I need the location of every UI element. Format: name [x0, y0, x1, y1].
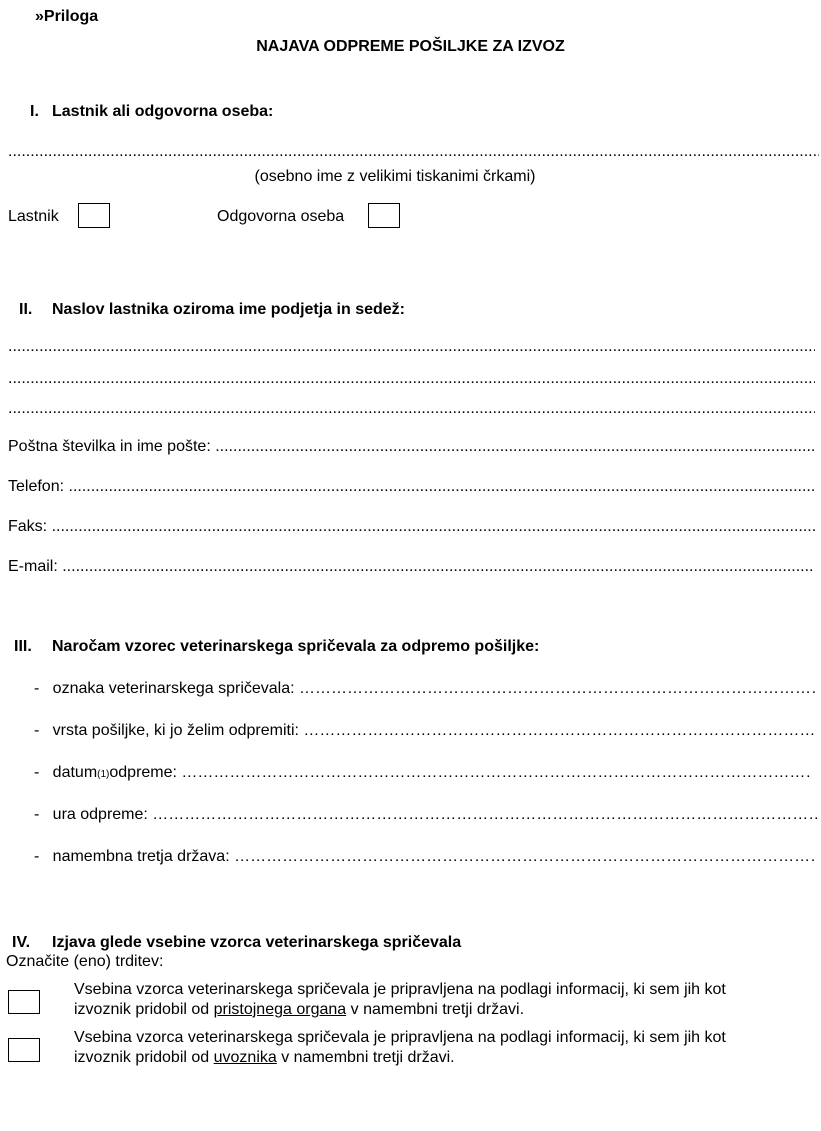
postal-field[interactable] — [8, 438, 815, 456]
annex-label: »Priloga — [35, 8, 99, 25]
consignment-type-field[interactable] — [34, 722, 815, 740]
section4-number: IV. — [12, 934, 31, 951]
email-label: E-mail: — [8, 558, 58, 575]
section1-heading: Lastnik ali odgovorna oseba: — [52, 103, 274, 120]
responsible-person-checkbox[interactable] — [368, 203, 400, 228]
section2-number: II. — [19, 301, 33, 318]
option2-line1: Vsebina vzorca veterinarskega spričevala je pripravljena na podlagi informacij, ki sem jih kot — [74, 1029, 726, 1046]
section4-heading: Izjava glede vsebine vzorca veterinarskega spričevala — [52, 934, 462, 951]
option1-text — [74, 980, 726, 1020]
owner-name-hint: (osebno ime z velikimi tiskanimi črkami) — [254, 168, 536, 185]
fax-field[interactable] — [8, 518, 815, 536]
bullet: - — [34, 806, 40, 823]
dispatch-time-label: ura odpreme: — [52, 806, 148, 823]
certificate-code-field[interactable] — [34, 680, 815, 698]
phone-label: Telefon: — [8, 478, 65, 495]
option2-line2 — [74, 1048, 726, 1068]
section3-number: III. — [14, 638, 32, 655]
option1-line2-post: v namembni tretji državi. — [346, 1001, 525, 1018]
owner-checkbox[interactable] — [78, 203, 110, 228]
responsible-person-label: Odgovorna oseba — [217, 208, 345, 225]
section2-heading: Naslov lastnika oziroma ime podjetja in sedež: — [52, 301, 405, 318]
bullet: - — [34, 722, 40, 739]
bullet: - — [34, 680, 40, 697]
section4-instruction: Označite (eno) trditev: — [6, 953, 164, 970]
destination-country-label: namembna tretja država: — [52, 848, 230, 865]
phone-field[interactable] — [8, 478, 815, 496]
email-field[interactable] — [8, 558, 815, 576]
option1-line2 — [74, 1000, 726, 1020]
postal-label: Poštna številka in ime pošte: — [8, 438, 211, 455]
owner-label: Lastnik — [8, 208, 59, 225]
competent-authority-text: pristojnega organa — [213, 1001, 347, 1018]
certificate-code-label: oznaka veterinarskega spričevala: — [52, 680, 295, 697]
option1-line2-pre: izvoznik pridobil od — [74, 1001, 214, 1018]
bullet: - — [34, 848, 40, 865]
dispatch-time-field[interactable] — [34, 806, 817, 824]
dispatch-date-suffix: odpreme: — [109, 764, 177, 781]
destination-country-field[interactable] — [34, 848, 815, 866]
document-title: NAJAVA ODPREME POŠILJKE ZA IZVOZ — [256, 38, 565, 55]
section3-heading: Naročam vzorec veterinarskega spričevala za odpremo pošiljke: — [52, 638, 540, 655]
option2-checkbox[interactable] — [8, 1038, 40, 1062]
option1-checkbox[interactable] — [8, 990, 40, 1014]
section1-number: I. — [30, 103, 39, 120]
option2-line2-post: v namembni tretji državi. — [276, 1049, 455, 1066]
fax-label: Faks: — [8, 518, 48, 535]
dispatch-date-label: datum — [52, 764, 98, 781]
owner-name-field[interactable] — [8, 143, 819, 161]
address-line-2[interactable] — [8, 370, 815, 388]
consignment-type-label: vrsta pošiljke, ki jo želim odpremiti: — [52, 722, 299, 739]
bullet: - — [34, 764, 40, 781]
address-line-3[interactable] — [8, 400, 815, 418]
importer-text: uvoznika — [213, 1049, 277, 1066]
option1-line1: Vsebina vzorca veterinarskega spričevala je pripravljena na podlagi informacij, ki sem jih kot — [74, 981, 726, 998]
option2-line2-pre: izvoznik pridobil od — [74, 1049, 214, 1066]
dispatch-date-field[interactable]: - datum (1) odpreme: ………………………………………………………………………………………………………………………………………………………………………………………… — [34, 764, 812, 782]
option2-text — [74, 1028, 726, 1068]
address-line-1[interactable] — [8, 338, 815, 356]
